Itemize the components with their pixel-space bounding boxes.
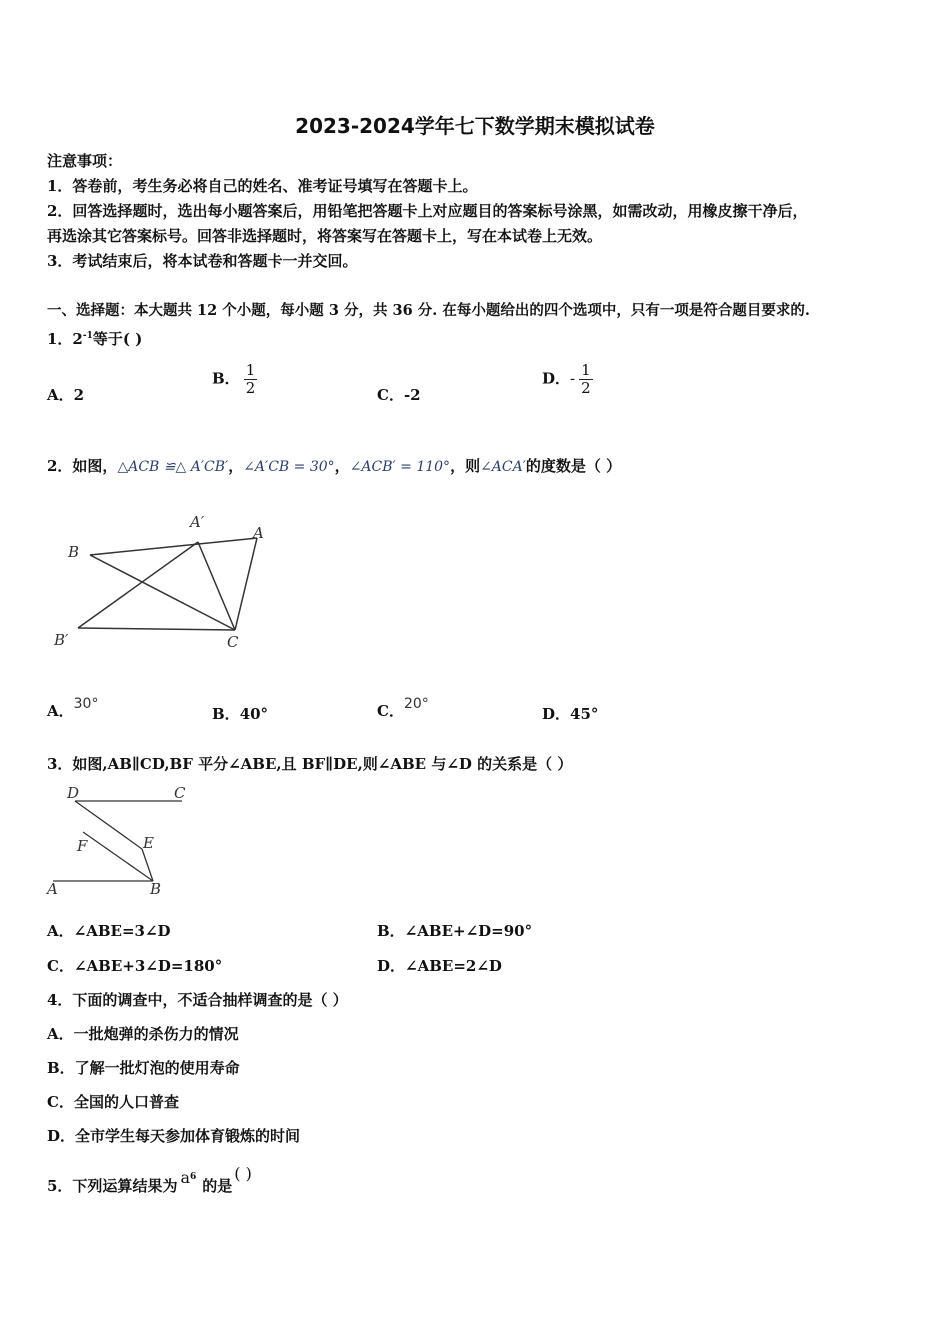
label-c: C — [227, 633, 239, 651]
q5-paren: ( ) — [234, 1164, 252, 1183]
q1-option-a[interactable] — [47, 384, 84, 405]
q1-option-d-label: D． — [542, 369, 571, 388]
q1-option-b[interactable] — [212, 362, 257, 397]
line-a-c — [235, 538, 257, 630]
q2-angle-formula-1: ∠A′CB = 30° — [243, 459, 335, 475]
label-c: C — [174, 784, 186, 802]
q1-option-d[interactable] — [542, 362, 593, 397]
fraction-numerator: 1 — [581, 361, 591, 379]
q3-option-a[interactable]: A．∠ABE=3∠D — [47, 922, 171, 940]
label-f: F — [77, 837, 88, 855]
q2-triangle-figure — [50, 505, 280, 655]
q2-sep-2: ， — [334, 457, 350, 475]
q2-option-a[interactable] — [47, 696, 99, 721]
q2-option-c-value: 20° — [403, 696, 429, 712]
q1-suffix: 等于( ) — [92, 330, 143, 348]
q1-exponent: -1 — [82, 331, 93, 341]
label-b: B — [68, 543, 80, 561]
label-b: B — [150, 880, 162, 898]
q1-option-c-value: -2 — [403, 386, 421, 404]
q4-option-d[interactable]: D．全市学生每天参加体育锻炼的时间 — [47, 1127, 301, 1145]
q2-option-d-value: 45° — [570, 705, 599, 723]
q3-option-b[interactable]: B．∠ABE+∠D=90° — [377, 922, 533, 940]
q3-option-d[interactable]: D．∠ABE=2∠D — [377, 957, 502, 975]
q1-option-c-label: C． — [377, 386, 404, 404]
q2-angle-formula-2: ∠ACB′ = 110° — [349, 459, 451, 475]
q2-congruence-formula: △ACB ≌△ A′CB′ — [117, 459, 229, 475]
question-1-stem — [47, 325, 142, 350]
fraction-denominator: 2 — [581, 379, 591, 397]
q5-prefix: 5．下列运算结果为 — [47, 1177, 178, 1195]
q5-base: a — [180, 1168, 190, 1187]
q2-suffix: 的度数是（ ） — [525, 457, 622, 475]
q2-option-a-value: 30° — [73, 696, 99, 712]
fraction-denominator: 2 — [245, 379, 256, 397]
line-e-b — [142, 849, 153, 881]
notice-heading: 注意事项： — [47, 152, 123, 170]
line-b-a — [90, 538, 257, 555]
fraction-numerator: 1 — [245, 361, 256, 379]
label-b-prime: B′ — [54, 631, 69, 649]
q1-option-b-label: B． — [212, 369, 240, 388]
q1-option-c[interactable] — [377, 384, 421, 405]
q3-parallel-figure — [45, 782, 205, 902]
notice-item-3: 3．考试结束后，将本试卷和答题卡一并交回。 — [47, 252, 358, 270]
q2-target-angle: ∠ACA′ — [480, 459, 526, 475]
line-a1-c — [198, 542, 235, 630]
notice-item-2: 2．回答选择题时，选出每小题答案后，用铅笔把答题卡上对应题目的答案标号涂黑，如需改动，用橡皮擦干净后， — [47, 202, 808, 220]
line-b1-c — [78, 628, 235, 630]
q2-option-d-label: D． — [542, 705, 571, 723]
question-5-stem — [47, 1164, 252, 1197]
label-a-prime: A′ — [190, 513, 205, 531]
q2-option-b[interactable] — [212, 703, 268, 724]
q4-option-c[interactable]: C．全国的人口普查 — [47, 1093, 179, 1111]
q2-option-c-label: C． — [377, 702, 404, 720]
q1-option-d-sign: - — [570, 369, 576, 388]
notice-item-1: 1．答卷前，考生务必将自己的姓名、准考证号填写在答题卡上。 — [47, 177, 478, 195]
q2-sep-3: ，则 — [450, 457, 481, 475]
q5-suffix: 的是 — [202, 1177, 233, 1195]
q4-option-a[interactable]: A．一批炮弹的杀伤力的情况 — [47, 1025, 239, 1043]
q2-option-d[interactable] — [542, 703, 598, 724]
q1-option-d-fraction — [579, 362, 593, 397]
question-4-stem: 4．下面的调查中，不适合抽样调查的是（ ） — [47, 991, 348, 1009]
q2-prefix: 2．如图， — [47, 457, 118, 475]
label-a: A — [253, 524, 264, 542]
question-2-stem — [47, 455, 621, 478]
q2-sep-1: ， — [228, 457, 244, 475]
q2-option-a-label: A． — [47, 702, 74, 720]
q1-option-a-value: 2 — [73, 386, 85, 404]
q2-option-c[interactable] — [377, 696, 429, 721]
label-d: D — [67, 784, 80, 802]
page-title: 2023-2024学年七下数学期末模拟试卷 — [295, 114, 655, 138]
q4-option-b[interactable]: B．了解一批灯泡的使用寿命 — [47, 1059, 240, 1077]
q2-option-b-value: 40° — [239, 705, 269, 723]
line-b-c — [90, 555, 235, 630]
q1-option-a-label: A． — [47, 386, 74, 404]
section-heading: 一、选择题：本大题共 12 个小题，每小题 3 分，共 36 分. 在每小题给出的四个选项中，只有一项是符合题目要求的. — [47, 302, 810, 319]
q2-option-b-label: B． — [212, 705, 240, 723]
label-a: A — [47, 880, 58, 898]
q1-prefix: 1．2 — [47, 330, 83, 348]
q5-exponent: 6 — [190, 1172, 197, 1182]
question-3-stem: 3．如图,AB∥CD,BF 平分∠ABE,且 BF∥DE,则∠ABE 与∠D 的关系是（ ） — [47, 755, 573, 773]
q3-option-c[interactable]: C．∠ABE+3∠D=180° — [47, 957, 223, 975]
label-e: E — [143, 834, 154, 852]
q1-option-b-fraction — [244, 362, 258, 397]
notice-item-2-cont: 再选涂其它答案标号。回答非选择题时，将答案写在答题卡上，写在本试卷上无效。 — [47, 227, 603, 245]
